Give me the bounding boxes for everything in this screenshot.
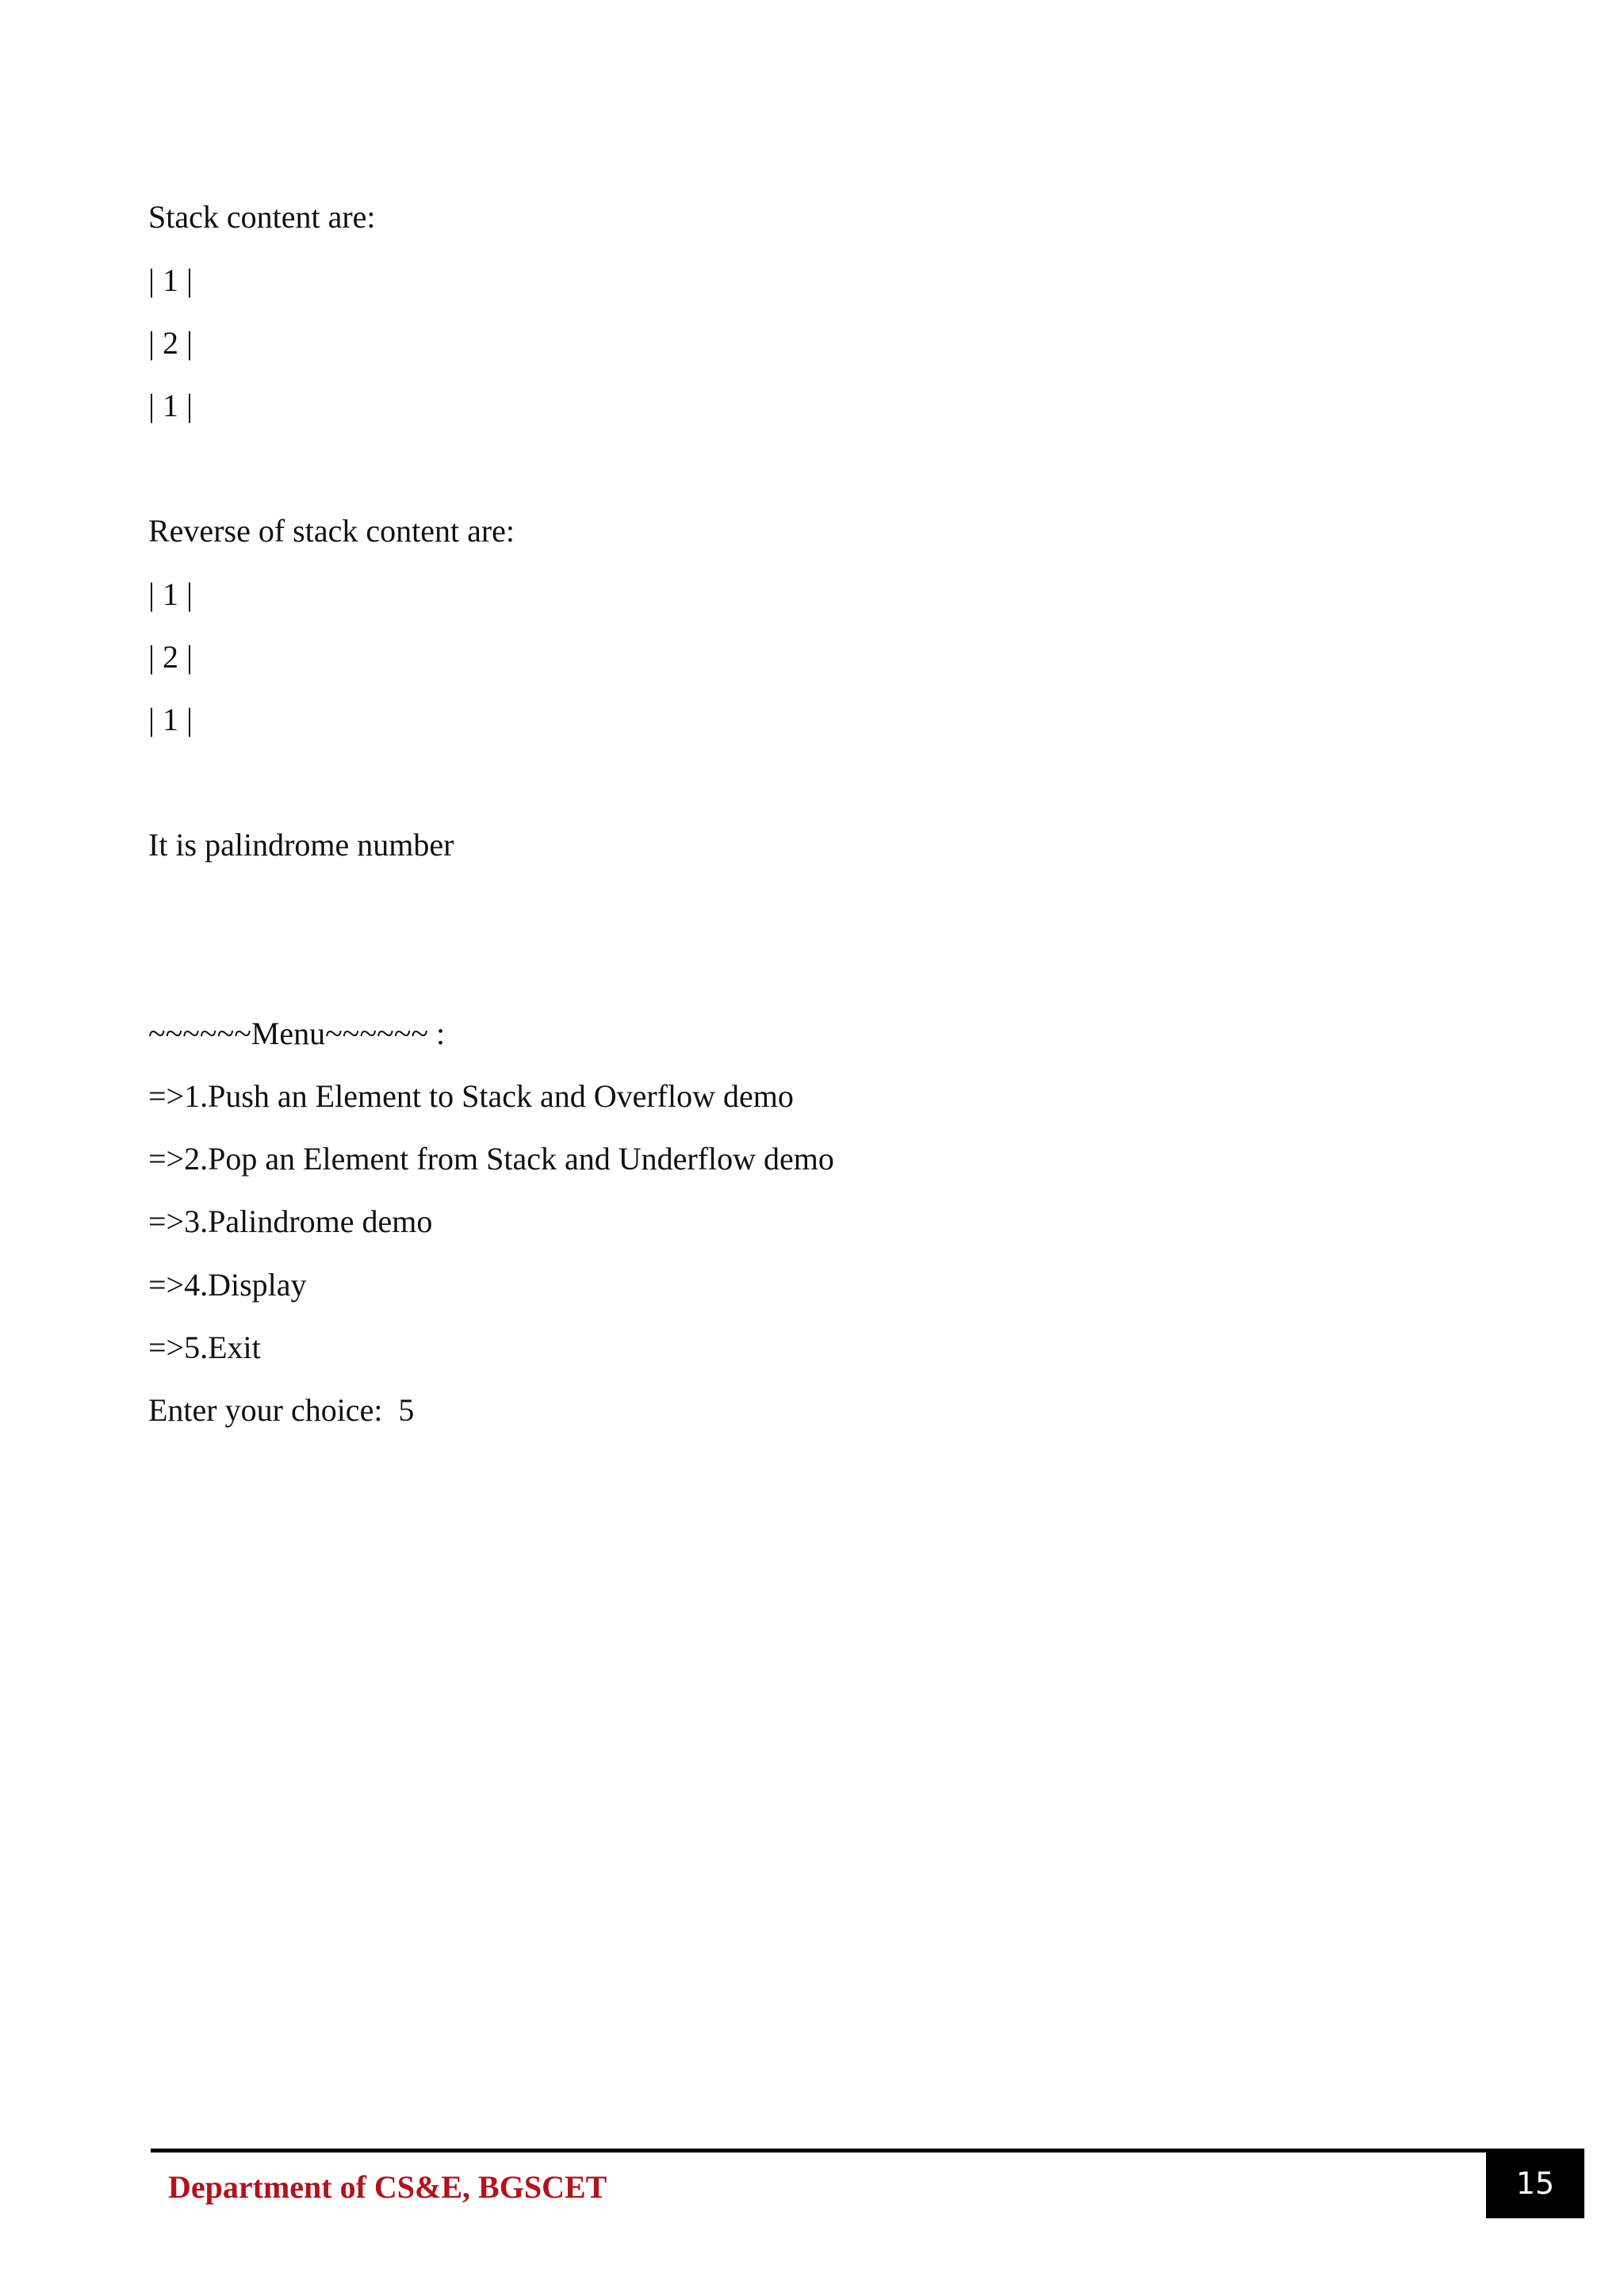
reverse-heading: Reverse of stack content are: <box>148 513 515 549</box>
menu-option-push: =>1.Push an Element to Stack and Overflow demo <box>148 1078 794 1114</box>
page-number-badge <box>1486 2149 1584 2218</box>
menu-option-palindrome: =>3.Palindrome demo <box>148 1203 433 1239</box>
stack-item: | 2 | <box>148 325 193 361</box>
stack-item: | 1 | <box>148 388 193 423</box>
palindrome-result: It is palindrome number <box>148 827 454 863</box>
menu-option-pop: =>2.Pop an Element from Stack and Underflow demo <box>148 1141 834 1177</box>
reverse-item: | 2 | <box>148 639 193 675</box>
footer-department: Department of CS&E, BGSCET <box>168 2169 607 2205</box>
menu-option-display: =>4.Display <box>148 1267 307 1303</box>
page-number: 15 <box>1515 2166 1555 2201</box>
stack-item: | 1 | <box>148 262 193 298</box>
stack-heading: Stack content are: <box>148 199 376 235</box>
reverse-item: | 1 | <box>148 576 193 612</box>
reverse-item: | 1 | <box>148 702 193 737</box>
choice-prompt: Enter your choice: 5 <box>148 1392 415 1428</box>
menu-option-exit: =>5.Exit <box>148 1330 261 1365</box>
footer-divider <box>151 2149 1491 2152</box>
menu-title: ~~~~~~Menu~~~~~~ : <box>148 1016 446 1051</box>
